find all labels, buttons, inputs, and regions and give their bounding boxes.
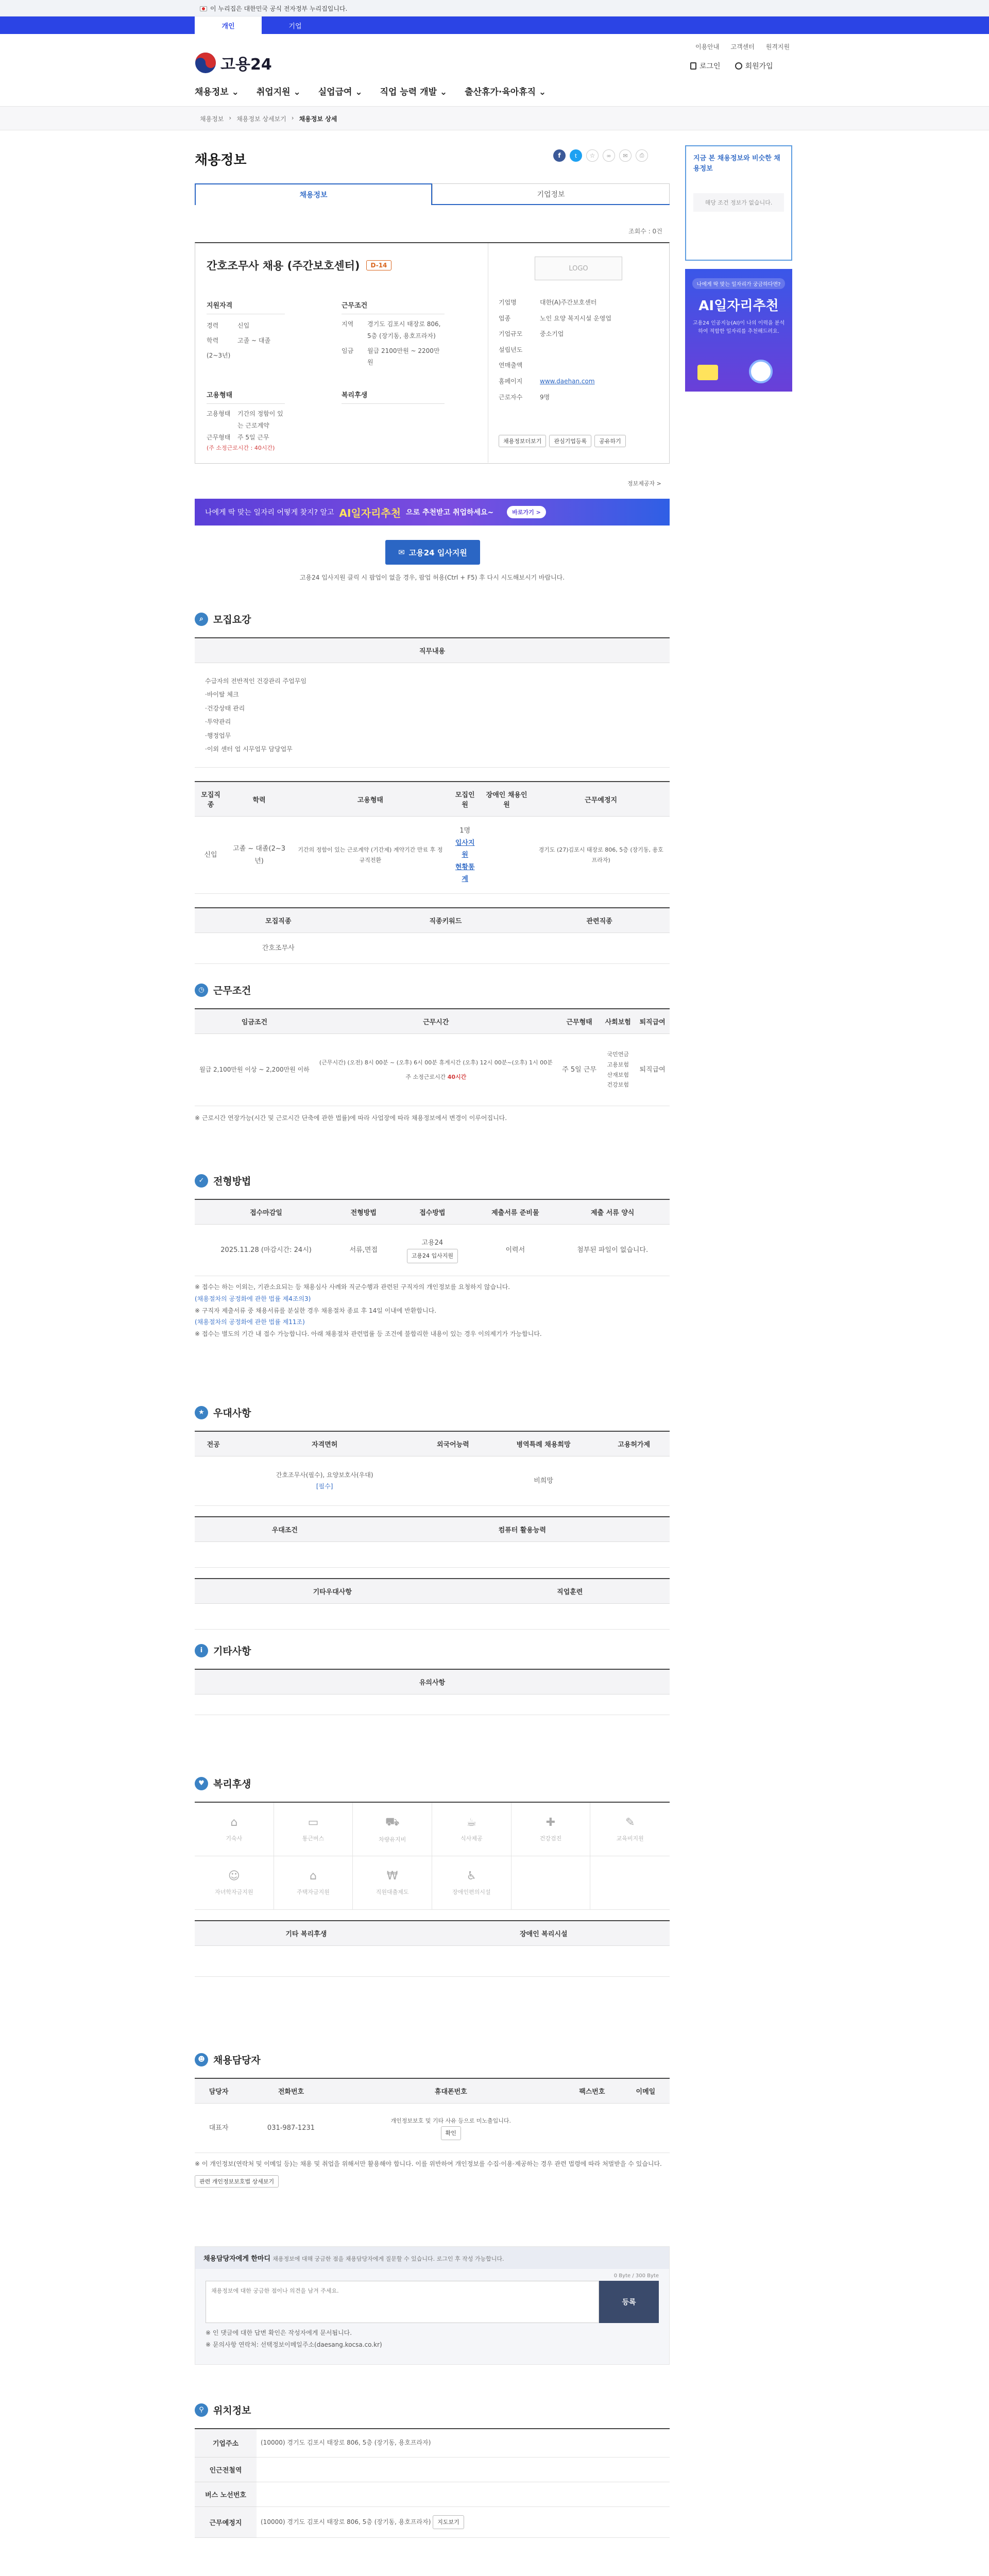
util-link-guide[interactable]: 이용안내 <box>695 43 720 50</box>
meal-icon: ☕ <box>466 1816 477 1829</box>
similar-jobs-empty: 해당 조건 정보가 없습니다. <box>693 193 784 212</box>
gnb-item-jobs[interactable]: 채용정보 ⌄ <box>195 87 239 97</box>
tab-personal-label: 개인 <box>221 22 235 30</box>
user-type-bar <box>0 16 989 34</box>
ai-banner[interactable] <box>195 499 670 526</box>
welfare-item: ⛟ 차량유지비 <box>353 1803 432 1856</box>
loan-icon: ₩ <box>386 1870 398 1883</box>
welfare-item: ♿ 장애인편의시설 <box>432 1856 511 1910</box>
health-icon: ✚ <box>545 1816 556 1829</box>
company-more-button[interactable]: 채용정보더보기 <box>499 435 546 447</box>
breadcrumb-bar <box>0 107 989 130</box>
breadcrumb-item[interactable]: 채용정보 <box>200 115 224 123</box>
star-icon[interactable]: ☆ <box>586 149 599 162</box>
conditions-section: ◷ 근무조건 임금조건 근무시간 근무형태 사회보험 퇴직급여 월급 2,100만원 이상 ~ 2,200만원 이하 (근무시간) (오전) 8시 00분 ~ (오후) 6시 00분 휴게시간 (오후) 12시 00분~(오후) 1시 00분 주 소정근로시간 40시간 주 5일 근무 국민연금 고용보험 산재보험 건강보험 퇴직급여 ※ 근로시간 연장가능(시간 및 근로시간 단축에 관한 법률)에 따라 사업장에 따라 채용정보에서 변경이 이루어집니다. <box>195 983 670 1124</box>
breadcrumb-current: 채용정보 상세 <box>299 115 337 123</box>
mail-icon: ✉ <box>398 548 405 557</box>
recruit-section: ⌕ 모집요강 직무내용 수급자의 전반적인 건강관리 주업무임 ·바이탈 체크 ·건강상태 관리 ·투약관리 ·행정업무 ·이외 센터 업 시무업무 담당업무 모집직종 학력 고용형태 모집인원 장애인 채용인원 근무예정지 신입 고졸 ~ 대졸(2~3년) 기간의 정함이 있는 근로계약 (기간제) 계약기간 만료 후 정규직전환 1명 입사지원 현황통계 경기도 (27)김포시 태장로 806, 5층 (장기동, 용호프라자) 모집직종 직종키워드 관련직종 간호조무사 <box>195 612 670 964</box>
house-icon: ⌂ <box>310 1870 317 1883</box>
bus-icon: ▭ <box>308 1816 319 1829</box>
signup-label: 회원가입 <box>745 62 773 71</box>
person-icon: ☻ <box>195 2053 208 2066</box>
job-title: 간호조무사 채용 (주간보호센터) <box>207 260 360 272</box>
gov-banner-text: 이 누리집은 대한민국 공식 전자정부 누리집입니다. <box>210 5 348 12</box>
print-icon[interactable]: ⎙ <box>636 149 648 162</box>
util-link-remote[interactable]: 원격지원 <box>765 43 790 50</box>
dday-badge: D-14 <box>366 260 392 270</box>
util-link-support[interactable]: 고객센터 <box>730 43 755 50</box>
similar-jobs-title: 지금 본 채용정보와 비슷한 채용정보 <box>693 155 780 173</box>
facebook-icon[interactable]: f <box>553 149 566 162</box>
ai-side-title: AI일자리추천 <box>698 298 779 314</box>
qna-counter: 0 Byte / 300 Byte <box>613 2273 659 2279</box>
car-icon: ⛟ <box>385 1815 400 1828</box>
location-section: ⚲ 위치정보 기업주소 (10000) 경기도 김포시 태장로 806, 5층 (장기동, 용호프라자) 인근전철역 버스 노선번호 근무예정지 (10000) 경기도 김포시 태장로 806, 5층 (장기동, 용호프라자) 지도보기 <box>195 2403 670 2538</box>
login-label: 로그인 <box>700 62 721 71</box>
person-icon <box>735 62 742 70</box>
welfare-item: ⌂ 주택자금지원 <box>274 1856 353 1910</box>
contact-mobile-button[interactable]: 확인 <box>441 2126 461 2141</box>
mail-icon[interactable]: ✉ <box>619 149 632 162</box>
apply-note: 고용24 입사지원 클릭 시 팝업이 없을 경우, 팝업 허용(Ctrl + F5) 후 다시 시도해보시기 바랍니다. <box>299 574 565 581</box>
clock-icon: ◷ <box>195 984 208 997</box>
page-title: 채용정보 <box>195 152 247 168</box>
info-icon: i <box>195 1644 208 1657</box>
company-share-button[interactable]: 공유하기 <box>594 435 626 447</box>
home-icon: ⌂ <box>230 1816 238 1829</box>
company-homepage-link[interactable]: www.daehan.com <box>540 377 595 385</box>
map-button[interactable]: 지도보기 <box>433 2515 464 2530</box>
prefer-section: ★ 우대사항 전공 자격면허 외국어능력 병역특례 채용희망 고용허가제 간호조무사(필수), 요양보호사(우대) [필수] 비희망 우대조건 컴퓨터 활용능력 기타우대사항 직업훈련 <box>195 1405 670 1630</box>
report-link[interactable]: 정보제공자 > <box>627 480 661 487</box>
logo-text: 고용24 <box>220 56 272 74</box>
twitter-icon[interactable]: t <box>570 149 582 162</box>
welfare-item: ⌂ 기숙사 <box>195 1803 274 1856</box>
tab-company-info[interactable]: 기업정보 <box>432 183 670 204</box>
recruit-title: 모집요강 <box>213 614 251 625</box>
star-icon: ★ <box>195 1406 208 1419</box>
tab-job-info[interactable]: 채용정보 <box>195 183 432 205</box>
pin-icon: ⚲ <box>195 2403 208 2417</box>
tab-personal[interactable] <box>195 16 262 34</box>
lock-icon <box>690 62 696 70</box>
company-favorite-button[interactable]: 관심기업등록 <box>549 435 591 447</box>
tab-company-label: 기업 <box>288 22 302 30</box>
access-icon: ♿ <box>466 1870 477 1883</box>
contact-note: ※ 이 개인정보(연락처 및 이메일 등)는 채용 및 취업을 위해서만 활용해야 합니다. 이를 위반하여 개인정보를 수집·이용·제공하는 경우 관련 법령에 따라 처벌받을 수 있습니다. <box>195 2160 662 2167</box>
welfare-item: ☕ 식사제공 <box>432 1803 511 1856</box>
ai-banner-brand: AI일자리추천 <box>339 506 401 519</box>
ai-side-top: 나에게 딱 맞는 일자리가 궁금하다면? <box>692 278 785 289</box>
signup-button[interactable] <box>735 61 773 71</box>
child-icon: ☺ <box>228 1870 240 1883</box>
link-icon[interactable]: ∞ <box>603 149 615 162</box>
welfare-grid <box>195 1802 670 1910</box>
ai-banner-tail: 으로 추천받고 취업하세요~ <box>406 509 494 517</box>
apply-section-title: 지원자격 <box>207 300 285 314</box>
qna-box: 채용담당자에게 한마디 채용정보에 대해 궁금한 점을 채용담당자에게 질문할 수 있습니다. 로그인 후 작성 가능합니다. 0 Byte / 300 Byte 채용정보에 대한 궁금한 점이나 의견을 남겨 주세요. 등록 ※ 인 댓글에 대한 답변 확인은 작성자에게 문서됩니다. ※ 문의사항 연락처: 선택정보이메일주소(daesang.kocsa.co.kr) <box>195 2246 670 2365</box>
share-icons <box>553 149 648 162</box>
gnb-item-training[interactable]: 직업 능력 개발 ⌄ <box>380 87 448 97</box>
apply-button[interactable]: ✉ 고용24 입사지원 <box>385 540 480 565</box>
qna-submit-button[interactable]: 등록 <box>599 2281 659 2323</box>
etc-section: i 기타사항 유의사항 <box>195 1643 670 1715</box>
detail-tabs <box>195 183 670 205</box>
side-panel <box>685 145 792 392</box>
check-icon: ✓ <box>195 1174 208 1188</box>
recruit-apply-link[interactable]: 입사지원 <box>455 839 475 859</box>
qna-textarea[interactable] <box>206 2281 599 2323</box>
ai-banner-lead: 나에게 딱 맞는 일자리 어떻게 찾지? 알고 <box>205 509 334 517</box>
method-apply-button[interactable]: 고용24 입사지원 <box>407 1249 458 1263</box>
heart-icon: ♥ <box>195 1777 208 1790</box>
work-section-title: 근무조건 <box>342 300 445 314</box>
chart-icon <box>697 365 718 380</box>
contact-section: ☻ 채용담당자 담당자 전화번호 휴대폰번호 팩스번호 이메일 대표자 031-987-1231 개인정보보호 및 기타 사유 등으로 미노출입니다. 확인 ※ 이 개인정보(연락처 및 이메일 등)는 채용 및 취업을 위해서만 활용해야 합니다. 이를 위반하여 개인정보를 수집·이용·제공하는 경우 관련 법령에 따라 처벌받을 수 있습니다. 관련 개인정보보호법 상세보기 <box>195 2053 670 2188</box>
gov-banner <box>0 0 989 16</box>
robot-icon <box>749 360 773 383</box>
breadcrumb-item[interactable]: 채용정보 상세보기 <box>236 115 286 123</box>
conditions-note: ※ 근로시간 연장가능(시간 및 근로시간 단축에 관한 법률)에 따라 사업장에 따라 채용정보에서 변경이 이루어집니다. <box>195 1114 507 1122</box>
breadcrumb: 채용정보 › 채용정보 상세보기 › 채용정보 상세 <box>200 114 337 123</box>
prefer-title: 우대사항 <box>213 1408 251 1419</box>
edu-icon: ✎ <box>625 1816 635 1829</box>
privacy-law-button[interactable]: 관련 개인정보보호법 상세보기 <box>195 2175 279 2188</box>
company-logo: LOGO <box>535 257 622 280</box>
util-links <box>695 42 790 51</box>
gnb-item-benefits[interactable]: 실업급여 ⌄ <box>318 87 363 97</box>
view-count: 조회수 : 0건 <box>628 228 662 235</box>
type-section-title: 고용형태 <box>207 389 285 404</box>
gnb-item-leave[interactable]: 출산휴가·육아휴직 ⌄ <box>465 87 547 97</box>
method-section: ✓ 전형방법 접수마감일 전형방법 접수방법 제출서류 준비물 제출 서류 양식 2025.11.28 (마감시간: 24시) 서류,면접 고용24 고용24 입사지원 이력서 첨부된 파일이 없습니다. ※ 접수는 하는 이외는, 기관소요되는 등 채용심사 사례와 직군수행과 관련된 구직자의 개인정보를 요청하지 않습니다. (채용절차의 공정화에 관한 법률 제4조의3) ※ 구직자 제출서류 중 채용서류를 분실한 경우 채용절차 종료 후 14일 이내에 반환합니다. (채용절차의 공정화에 관한 법률 제11조) ※ 접수는 별도의 기간 내 접수 가능합니다. 아래 채용절차 관련법률 등 조건에 불합리한 내용이 있는 경우 이의제기가 가능합니다. <box>195 1174 670 1340</box>
benefit-section-title: 복리후생 <box>342 389 445 404</box>
method-title: 전형방법 <box>213 1176 251 1187</box>
header-actions <box>690 61 773 71</box>
tab-company[interactable] <box>262 16 329 34</box>
company-info-box: LOGO 기업명 대한(A)주간보호센터 업종 노인 요양 복지시설 운영업 기업규모 중소기업 설립년도 연매출액 홈페이지 www.daehan.com 근로자수 9명 채용정보더보기 관심기업등록 공유하기 <box>488 243 669 463</box>
recruit-stats-link[interactable]: 현황통계 <box>455 863 475 883</box>
gnb-item-support[interactable]: 취업지원 ⌄ <box>256 87 301 97</box>
search-icon: ⌕ <box>195 613 208 626</box>
welfare-section: ♥ 복리후생 ⌂ 기숙사 ▭ 통근버스 ⛟ 차량유지비 ☕ 식사제공 ✚ 건강검진 ✎ 교육비지원 ☺ 자녀학자금지원 ⌂ 주택자금지원 ₩ 직원대출제도 ♿ 장애인편의시설 기타 복리후생 장애인 복리시설 <box>195 1776 670 1977</box>
contact-title: 채용담당자 <box>213 2055 261 2066</box>
welfare-item: ₩ 직원대출제도 <box>353 1856 432 1910</box>
ai-side-banner[interactable] <box>685 269 792 392</box>
welfare-item: ▭ 통근버스 <box>274 1803 353 1856</box>
welfare-item: ✎ 교육비지원 <box>590 1803 670 1856</box>
similar-jobs-box <box>685 145 792 261</box>
qna-desc: 채용정보에 대해 궁금한 점을 채용담당자에게 질문할 수 있습니다. 로그인 후 작성 가능합니다. <box>272 2256 504 2262</box>
welfare-item: ✚ 건강검진 <box>511 1803 591 1856</box>
gov-emblem-icon <box>195 52 216 74</box>
welfare-item: ☺ 자녀학자금지원 <box>195 1856 274 1910</box>
etc-title: 기타사항 <box>213 1646 251 1657</box>
ai-banner-button[interactable]: 바로가기 > <box>507 506 546 518</box>
conditions-title: 근무조건 <box>213 985 251 996</box>
job-summary-card: 간호조무사 채용 (주간보호센터) D-14 지원자격 경력 신입 학력 고졸 ~ 대졸(2~3년) 근무조건 지역 경기도 김포시 태장로 806, 5층 (장기동, 용호프라자) 임금 월급 2100만원 ~ 2200만원 고용형태 고용형태 기간의 정함이 있는 근로계약 근무형태 주 5일 근무 (주 소정근로시간 : 40시간) 복리후생 LOGO 기업명 대한(A)주간보호센터 업종 노인 요양 복지시설 운영업 기업규모 중소기업 설립년도 연매출액 홈페이지 www.daehan.com 근로자수 9명 채용정보더보기 관심기업등록 공유하기 <box>195 242 670 464</box>
flag-icon <box>200 6 207 11</box>
ai-side-desc: 고용24 인공지능(AI)이 나의 이력을 분석하여 적합한 일자리를 추천해드려요. <box>692 320 785 334</box>
welfare-title: 복리후생 <box>213 1778 251 1790</box>
qna-title: 채용담당자에게 한마디 <box>203 2255 271 2263</box>
login-button[interactable] <box>690 61 721 71</box>
gnb <box>195 84 546 97</box>
duties-header: 직무내용 <box>195 638 670 663</box>
location-title: 위치정보 <box>213 2405 251 2416</box>
logo[interactable] <box>195 52 272 74</box>
